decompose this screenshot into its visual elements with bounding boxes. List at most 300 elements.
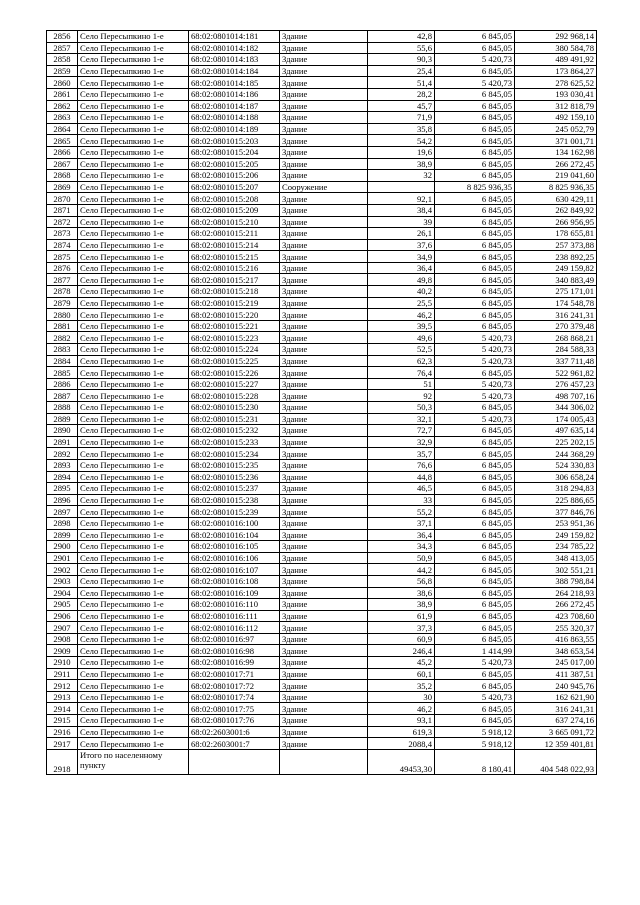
cadastral-value-cell: 134 162,98 [515,146,597,158]
unit-value-cell: 6 845,05 [435,286,515,298]
cadastral-value-cell: 174 548,78 [515,297,597,309]
unit-value-cell: 6 845,05 [435,204,515,216]
area-cell: 35,7 [368,448,435,460]
area-cell: 38,9 [368,599,435,611]
unit-value-cell: 6 845,05 [435,239,515,251]
table-row [47,425,597,437]
table-row [47,297,597,309]
table-row [47,715,597,727]
cadastral-number-cell: 68:02:0801015:209 [189,204,280,216]
row-number-cell: 2908 [47,633,78,645]
table-row [47,123,597,135]
area-cell [368,181,435,193]
cadastral-value-cell: 497 635,14 [515,425,597,437]
unit-value-cell: 6 845,05 [435,715,515,727]
settlement-name-cell: Село Пересыпкино 1-е [78,181,189,193]
row-number-cell: 2903 [47,575,78,587]
area-cell: 36,4 [368,262,435,274]
unit-value-cell: 5 420,73 [435,332,515,344]
object-type-cell: Здание [280,552,368,564]
row-number-cell: 2890 [47,425,78,437]
settlement-name-cell: Село Пересыпкино 1-е [78,471,189,483]
area-cell: 2088,4 [368,738,435,750]
table-row [47,599,597,611]
cadastral-value-cell: 257 373,88 [515,239,597,251]
cadastral-value-cell: 348 653,54 [515,645,597,657]
cadastral-value-cell: 255 320,37 [515,622,597,634]
object-type-cell: Здание [280,239,368,251]
cadastral-number-cell: 68:02:0801014:186 [189,88,280,100]
object-type-cell: Здание [280,367,368,379]
object-type-cell: Здание [280,286,368,298]
table-row [47,494,597,506]
object-type-cell: Здание [280,378,368,390]
cadastral-value-cell: 238 892,25 [515,251,597,263]
table-row [47,228,597,240]
settlement-name-cell: Село Пересыпкино 1-е [78,599,189,611]
table-row [47,390,597,402]
row-number-cell: 2867 [47,158,78,170]
row-number-cell: 2864 [47,123,78,135]
row-number-cell: 2887 [47,390,78,402]
unit-value-cell: 6 845,05 [435,320,515,332]
area-cell: 62,3 [368,355,435,367]
area-cell: 25,4 [368,65,435,77]
unit-value-cell: 6 845,05 [435,622,515,634]
object-type-cell: Здание [280,680,368,692]
unit-value-cell: 5 918,12 [435,726,515,738]
object-type-cell: Здание [280,88,368,100]
table-row [47,633,597,645]
settlement-name-cell: Село Пересыпкино 1-е [78,158,189,170]
table-row [47,181,597,193]
cadastral-number-cell: 68:02:0801014:184 [189,65,280,77]
object-type-cell: Здание [280,65,368,77]
total-row-number: 2918 [47,749,78,774]
object-type-cell: Здание [280,494,368,506]
row-number-cell: 2906 [47,610,78,622]
row-number-cell: 2862 [47,100,78,112]
settlement-name-cell: Село Пересыпкино 1-е [78,668,189,680]
object-type-cell: Здание [280,204,368,216]
object-type-cell: Здание [280,738,368,750]
row-number-cell: 2878 [47,286,78,298]
row-number-cell: 2879 [47,297,78,309]
cadastral-number-cell: 68:02:0801015:203 [189,135,280,147]
settlement-name-cell: Село Пересыпкино 1-е [78,88,189,100]
object-type-cell: Здание [280,715,368,727]
table-row [47,344,597,356]
unit-value-cell: 6 845,05 [435,262,515,274]
settlement-name-cell: Село Пересыпкино 1-е [78,610,189,622]
unit-value-cell: 6 845,05 [435,367,515,379]
cadastral-value-cell: 380 584,78 [515,42,597,54]
cadastral-number-cell: 68:02:0801015:221 [189,320,280,332]
total-row [47,749,597,774]
cadastral-number-cell: 68:02:0801015:233 [189,436,280,448]
object-type-cell: Здание [280,332,368,344]
row-number-cell: 2883 [47,344,78,356]
unit-value-cell: 5 420,73 [435,54,515,66]
table-row [47,564,597,576]
settlement-name-cell: Село Пересыпкино 1-е [78,483,189,495]
settlement-name-cell: Село Пересыпкино 1-е [78,204,189,216]
unit-value-cell: 6 845,05 [435,541,515,553]
row-number-cell: 2885 [47,367,78,379]
cadastral-number-cell: 68:02:0801015:225 [189,355,280,367]
table-row [47,286,597,298]
table-row [47,77,597,89]
object-type-cell: Здание [280,413,368,425]
area-cell: 44,8 [368,471,435,483]
row-number-cell: 2898 [47,517,78,529]
table-row [47,738,597,750]
row-number-cell: 2880 [47,309,78,321]
cadastral-value-cell: 225 202,15 [515,436,597,448]
cadastral-value-cell: 489 491,92 [515,54,597,66]
table-row [47,587,597,599]
row-number-cell: 2866 [47,146,78,158]
settlement-name-cell: Село Пересыпкино 1-е [78,494,189,506]
area-cell: 35,8 [368,123,435,135]
cadastral-number-cell: 68:02:0801015:220 [189,309,280,321]
unit-value-cell: 6 845,05 [435,216,515,228]
object-type-cell: Здание [280,483,368,495]
cadastral-value-cell: 344 306,02 [515,402,597,414]
settlement-name-cell: Село Пересыпкино 1-е [78,100,189,112]
row-number-cell: 2882 [47,332,78,344]
settlement-name-cell: Село Пересыпкино 1-е [78,529,189,541]
area-cell: 40,2 [368,286,435,298]
area-cell: 93,1 [368,715,435,727]
cadastral-number-cell: 68:02:0801014:188 [189,112,280,124]
cadastral-value-cell: 276 457,23 [515,378,597,390]
cadastral-number-cell: 68:02:0801015:218 [189,286,280,298]
object-type-cell: Здание [280,309,368,321]
table-row [47,309,597,321]
settlement-name-cell: Село Пересыпкино 1-е [78,459,189,471]
row-number-cell: 2904 [47,587,78,599]
table-row [47,170,597,182]
cadastral-value-cell: 268 868,21 [515,332,597,344]
settlement-name-cell: Село Пересыпкино 1-е [78,54,189,66]
table-row [47,100,597,112]
cadastral-value-cell: 264 218,93 [515,587,597,599]
unit-value-cell: 5 918,12 [435,738,515,750]
object-type-cell: Здание [280,251,368,263]
table-row [47,262,597,274]
object-type-cell: Здание [280,123,368,135]
object-type-cell: Здание [280,587,368,599]
table-row [47,575,597,587]
area-cell: 46,5 [368,483,435,495]
cadastral-value-cell: 377 846,76 [515,506,597,518]
table-row [47,703,597,715]
unit-value-cell: 6 845,05 [435,425,515,437]
area-cell: 44,2 [368,564,435,576]
row-number-cell: 2902 [47,564,78,576]
row-number-cell: 2871 [47,204,78,216]
cadastral-value-cell: 266 272,45 [515,158,597,170]
cadastral-number-cell: 68:02:0801015:206 [189,170,280,182]
cadastral-value-cell: 262 849,92 [515,204,597,216]
cadastral-number-cell: 68:02:0801016:98 [189,645,280,657]
cadastral-number-cell: 68:02:0801015:234 [189,448,280,460]
object-type-cell: Здание [280,459,368,471]
unit-value-cell: 6 845,05 [435,170,515,182]
area-cell: 619,3 [368,726,435,738]
settlement-name-cell: Село Пересыпкино 1-е [78,575,189,587]
cadastral-value-cell: 174 005,43 [515,413,597,425]
settlement-name-cell: Село Пересыпкино 1-е [78,691,189,703]
cadastral-number-cell: 68:02:0801016:105 [189,541,280,553]
table-row [47,251,597,263]
row-number-cell: 2907 [47,622,78,634]
cadastral-value-cell: 337 711,48 [515,355,597,367]
table-row [47,726,597,738]
unit-value-cell: 6 845,05 [435,158,515,170]
area-cell: 60,1 [368,668,435,680]
total-row-sum: 404 548 022,93 [515,749,597,774]
area-cell: 36,4 [368,529,435,541]
object-type-cell: Здание [280,42,368,54]
cadastral-value-cell: 522 961,82 [515,367,597,379]
unit-value-cell: 6 845,05 [435,274,515,286]
object-type-cell: Здание [280,517,368,529]
unit-value-cell: 6 845,05 [435,228,515,240]
settlement-name-cell: Село Пересыпкино 1-е [78,738,189,750]
cadastral-number-cell: 68:02:0801016:109 [189,587,280,599]
cadastral-value-cell: 266 956,95 [515,216,597,228]
row-number-cell: 2894 [47,471,78,483]
settlement-name-cell: Село Пересыпкино 1-е [78,425,189,437]
unit-value-cell: 6 845,05 [435,402,515,414]
unit-value-cell: 6 845,05 [435,459,515,471]
object-type-cell: Здание [280,228,368,240]
settlement-name-cell: Село Пересыпкино 1-е [78,216,189,228]
settlement-name-cell: Село Пересыпкино 1-е [78,31,189,43]
settlement-name-cell: Село Пересыпкино 1-е [78,517,189,529]
cadastral-number-cell: 68:02:0801016:97 [189,633,280,645]
cadastral-value-cell: 178 655,81 [515,228,597,240]
object-type-cell: Здание [280,529,368,541]
cadastral-number-cell: 68:02:0801016:107 [189,564,280,576]
unit-value-cell: 6 845,05 [435,494,515,506]
unit-value-cell: 6 845,05 [435,471,515,483]
area-cell: 50,3 [368,402,435,414]
table-row [47,645,597,657]
row-number-cell: 2916 [47,726,78,738]
table-row [47,65,597,77]
unit-value-cell: 6 845,05 [435,633,515,645]
cadastral-number-cell: 68:02:0801015:205 [189,158,280,170]
object-type-cell: Здание [280,31,368,43]
cadastral-value-cell: 275 171,01 [515,286,597,298]
area-cell: 33 [368,494,435,506]
cadastral-number-cell: 68:02:0801016:106 [189,552,280,564]
cadastral-value-cell: 173 864,27 [515,65,597,77]
row-number-cell: 2856 [47,31,78,43]
cadastral-number-cell: 68:02:0801014:181 [189,31,280,43]
cadastral-number-cell: 68:02:0801015:230 [189,402,280,414]
row-number-cell: 2870 [47,193,78,205]
area-cell: 46,2 [368,309,435,321]
row-number-cell: 2910 [47,657,78,669]
row-number-cell: 2913 [47,691,78,703]
cadastral-number-cell: 68:02:0801016:104 [189,529,280,541]
settlement-name-cell: Село Пересыпкино 1-е [78,297,189,309]
row-number-cell: 2901 [47,552,78,564]
table-row [47,402,597,414]
object-type-cell: Здание [280,448,368,460]
settlement-name-cell: Село Пересыпкино 1-е [78,587,189,599]
cadastral-number-cell: 68:02:0801017:71 [189,668,280,680]
settlement-name-cell: Село Пересыпкино 1-е [78,703,189,715]
settlement-name-cell: Село Пересыпкино 1-е [78,112,189,124]
cadastral-value-cell: 524 330,83 [515,459,597,471]
area-cell: 38,9 [368,158,435,170]
row-number-cell: 2858 [47,54,78,66]
unit-value-cell: 5 420,73 [435,691,515,703]
cadastral-number-cell: 68:02:0801015:239 [189,506,280,518]
cadastral-number-cell: 68:02:0801015:235 [189,459,280,471]
settlement-name-cell: Село Пересыпкино 1-е [78,42,189,54]
total-row-rate: 8 180,41 [435,749,515,774]
table-row [47,158,597,170]
cadastral-value-cell: 245 052,79 [515,123,597,135]
settlement-name-cell: Село Пересыпкино 1-е [78,251,189,263]
cadastral-value-cell: 12 359 401,81 [515,738,597,750]
cadastral-value-cell: 266 272,45 [515,599,597,611]
object-type-cell: Здание [280,216,368,228]
cadastral-number-cell: 68:02:0801016:100 [189,517,280,529]
settlement-name-cell: Село Пересыпкино 1-е [78,193,189,205]
cadastral-value-cell: 498 707,16 [515,390,597,402]
object-type-cell: Здание [280,633,368,645]
cadastral-number-cell: 68:02:0801016:108 [189,575,280,587]
cadastral-value-cell: 278 625,52 [515,77,597,89]
unit-value-cell: 6 845,05 [435,610,515,622]
unit-value-cell: 6 845,05 [435,297,515,309]
cadastral-value-cell: 249 159,82 [515,262,597,274]
cadastral-number-cell: 68:02:0801016:110 [189,599,280,611]
unit-value-cell: 6 845,05 [435,529,515,541]
cadastral-value-cell: 316 241,31 [515,309,597,321]
cadastral-number-cell: 68:02:0801017:74 [189,691,280,703]
cadastral-value-cell: 371 001,71 [515,135,597,147]
unit-value-cell: 1 414,99 [435,645,515,657]
table-row [47,529,597,541]
object-type-cell: Здание [280,390,368,402]
object-type-cell: Здание [280,77,368,89]
cadastral-number-cell: 68:02:0801015:207 [189,181,280,193]
object-type-cell: Здание [280,425,368,437]
cadastral-number-cell: 68:02:0801015:216 [189,262,280,274]
row-number-cell: 2888 [47,402,78,414]
cadastral-number-cell: 68:02:0801015:237 [189,483,280,495]
area-cell: 39,5 [368,320,435,332]
cadastral-number-cell: 68:02:0801015:236 [189,471,280,483]
settlement-name-cell: Село Пересыпкино 1-е [78,657,189,669]
table-row [47,320,597,332]
area-cell: 92 [368,390,435,402]
row-number-cell: 2857 [47,42,78,54]
settlement-name-cell: Село Пересыпкино 1-е [78,726,189,738]
settlement-name-cell: Село Пересыпкино 1-е [78,645,189,657]
unit-value-cell: 5 420,73 [435,413,515,425]
cadastral-number-cell: 68:02:0801015:228 [189,390,280,402]
unit-value-cell: 5 420,73 [435,378,515,390]
cadastral-number-cell: 68:02:0801015:204 [189,146,280,158]
cadastral-value-cell: 234 785,22 [515,541,597,553]
area-cell: 56,8 [368,575,435,587]
area-cell: 49,6 [368,332,435,344]
settlement-name-cell: Село Пересыпкино 1-е [78,564,189,576]
row-number-cell: 2886 [47,378,78,390]
row-number-cell: 2897 [47,506,78,518]
object-type-cell: Здание [280,668,368,680]
table-body [47,31,597,750]
unit-value-cell: 6 845,05 [435,146,515,158]
object-type-cell: Здание [280,135,368,147]
object-type-cell: Здание [280,541,368,553]
area-cell: 50,9 [368,552,435,564]
cadastral-value-cell: 8 825 936,35 [515,181,597,193]
settlement-name-cell: Село Пересыпкино 1-е [78,135,189,147]
table-row [47,112,597,124]
cadastral-number-cell: 68:02:0801015:238 [189,494,280,506]
unit-value-cell: 6 845,05 [435,552,515,564]
row-number-cell: 2865 [47,135,78,147]
table-row [47,274,597,286]
cadastral-value-cell: 637 274,16 [515,715,597,727]
cadastral-value-cell: 225 886,65 [515,494,597,506]
table-row [47,506,597,518]
unit-value-cell: 6 845,05 [435,506,515,518]
area-cell: 92,1 [368,193,435,205]
unit-value-cell: 6 845,05 [435,251,515,263]
cadastral-number-cell: 68:02:0801015:232 [189,425,280,437]
object-type-cell: Здание [280,100,368,112]
row-number-cell: 2891 [47,436,78,448]
row-number-cell: 2905 [47,599,78,611]
object-type-cell: Здание [280,355,368,367]
table-row [47,378,597,390]
area-cell: 45,7 [368,100,435,112]
cadastral-value-cell: 219 041,60 [515,170,597,182]
object-type-cell: Здание [280,471,368,483]
row-number-cell: 2859 [47,65,78,77]
settlement-name-cell: Село Пересыпкино 1-е [78,286,189,298]
table-row [47,668,597,680]
cadastral-value-table [46,30,597,775]
unit-value-cell: 6 845,05 [435,668,515,680]
area-cell: 49,8 [368,274,435,286]
settlement-name-cell: Село Пересыпкино 1-е [78,448,189,460]
cadastral-number-cell: 68:02:0801017:75 [189,703,280,715]
object-type-cell: Здание [280,274,368,286]
table-row [47,680,597,692]
object-type-cell: Здание [280,112,368,124]
area-cell: 45,2 [368,657,435,669]
object-type-cell: Здание [280,691,368,703]
table-row [47,204,597,216]
object-type-cell: Здание [280,158,368,170]
settlement-name-cell: Село Пересыпкино 1-е [78,123,189,135]
cadastral-number-cell: 68:02:0801016:111 [189,610,280,622]
object-type-cell: Здание [280,193,368,205]
area-cell: 61,9 [368,610,435,622]
